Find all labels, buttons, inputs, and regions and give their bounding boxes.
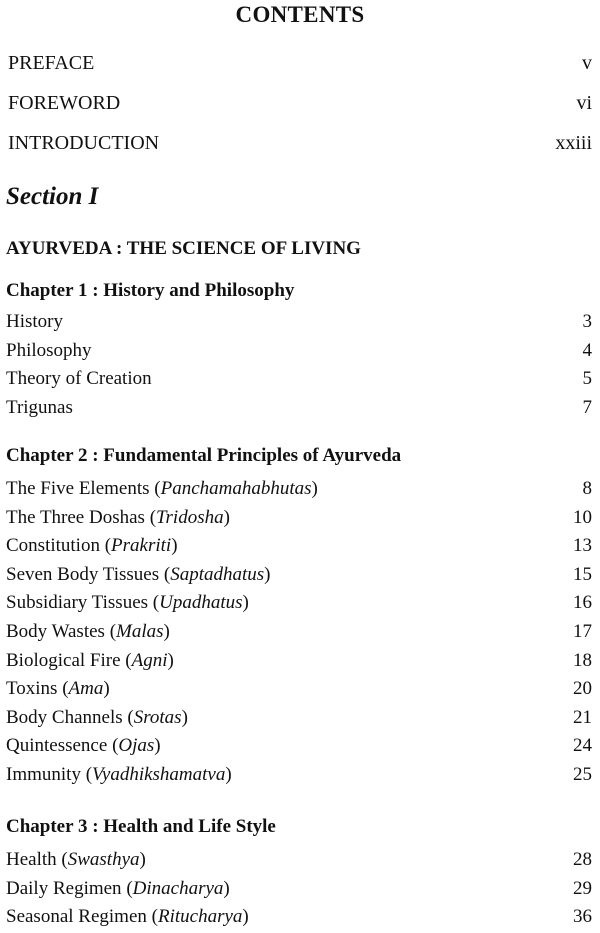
page-number: 16 (573, 592, 592, 614)
sanskrit-term: Tridosha (156, 506, 224, 528)
part-title: AYURVEDA : THE SCIENCE OF LIVING (6, 238, 361, 259)
page-number: 29 (573, 877, 592, 899)
sanskrit-term: Agni (131, 649, 168, 671)
toc-entry[interactable]: Immunity (Vyadhikshamatva) 25 (6, 761, 592, 790)
toc-entry[interactable]: Toxins (Ama) 20 (6, 675, 592, 704)
entry-label: Health (6, 849, 57, 870)
entry-label: Trigunas (6, 396, 73, 418)
sanskrit-term: Dinacharya (132, 877, 224, 899)
page-number: 25 (573, 763, 592, 785)
page-number: 24 (573, 735, 592, 757)
toc-entry[interactable]: Biological Fire (Agni) 18 (6, 647, 592, 676)
entry-label: Body Channels (6, 706, 123, 728)
page-number: xxiii (555, 132, 592, 154)
entry-label: FOREWORD (8, 92, 121, 114)
chapter-1-list (6, 308, 592, 422)
toc-entry[interactable]: Body Wastes (Malas) 17 (6, 618, 592, 647)
entry-label: Body Wastes (6, 620, 105, 642)
entry-label: Subsidiary Tissues (6, 592, 149, 614)
page-number: 4 (582, 339, 592, 361)
chapter-3-list (6, 846, 592, 932)
entry-label: Immunity (6, 763, 81, 785)
page-number: 15 (573, 563, 592, 585)
toc-entry[interactable] (6, 337, 592, 366)
chapter-2-list (6, 475, 592, 790)
chapter-3-heading: Chapter 3 : Health and Life Style (6, 816, 276, 837)
entry-label: INTRODUCTION (8, 132, 160, 154)
sanskrit-term: Ama (68, 678, 104, 700)
toc-entry-foreword[interactable] (8, 92, 592, 115)
page-number: v (582, 52, 592, 74)
page-number: 17 (573, 620, 592, 642)
entry-label: Philosophy (6, 339, 92, 361)
entry-label: Daily Regimen (6, 877, 122, 899)
entry-label: Theory of Creation (6, 368, 152, 390)
entry-label: Biological Fire (6, 649, 121, 671)
chapter-1-heading: Chapter 1 : History and Philosophy (6, 280, 295, 301)
sanskrit-term: Ritucharya (157, 906, 243, 928)
page-number: 5 (582, 368, 592, 390)
sanskrit-term: Vyadhikshamatva (92, 763, 226, 785)
sanskrit-term: Saptadhatus (170, 563, 265, 585)
entry-label: Quintessence (6, 735, 108, 757)
toc-entry-preface[interactable] (8, 52, 592, 75)
toc-entry[interactable]: Health (Swasthya) 28 (6, 846, 592, 875)
sanskrit-term: Prakriti (111, 535, 172, 557)
sanskrit-term: Malas (116, 620, 164, 642)
page-number: 13 (573, 535, 592, 557)
sanskrit-term: Swasthya (67, 849, 140, 870)
page-number: 20 (573, 678, 592, 700)
page-number: 3 (582, 311, 592, 332)
entry-label: Seven Body Tissues (6, 563, 160, 585)
toc-entry[interactable] (6, 365, 592, 394)
page-number: 18 (573, 649, 592, 671)
toc-entry[interactable]: The Five Elements (Panchamahabhutas) 8 (6, 475, 592, 504)
sanskrit-term: Upadhatus (159, 592, 243, 614)
page-title: CONTENTS (235, 2, 365, 27)
toc-entry[interactable]: Seven Body Tissues (Saptadhatus) 15 (6, 561, 592, 590)
page-number: 28 (573, 849, 592, 870)
toc-entry[interactable]: Seasonal Regimen (Ritucharya) 36 (6, 903, 592, 932)
page-number: 36 (573, 906, 592, 928)
entry-label: PREFACE (8, 52, 95, 74)
page-number: 8 (582, 478, 592, 499)
page-number: 21 (573, 706, 592, 728)
toc-entry[interactable]: Daily Regimen (Dinacharya) 29 (6, 875, 592, 904)
toc-entry[interactable]: The Three Doshas (Tridosha) 10 (6, 504, 592, 533)
toc-entry[interactable]: Body Channels (Srotas) 21 (6, 704, 592, 733)
sanskrit-term: Ojas (118, 735, 155, 757)
entry-label: The Five Elements (6, 478, 150, 499)
entry-label: History (6, 311, 63, 332)
toc-entry[interactable] (6, 394, 592, 423)
sanskrit-term: Panchamahabhutas (160, 478, 312, 499)
toc-entry[interactable]: Quintessence (Ojas) 24 (6, 732, 592, 761)
entry-label: Constitution (6, 535, 100, 557)
toc-entry-introduction[interactable] (8, 132, 592, 155)
entry-label: Toxins (6, 678, 58, 700)
sanskrit-term: Srotas (133, 706, 182, 728)
page-number: vi (576, 92, 592, 114)
entry-label: The Three Doshas (6, 506, 145, 528)
page-number: 10 (573, 506, 592, 528)
section-heading: Section I (6, 183, 99, 210)
toc-entry[interactable]: Subsidiary Tissues (Upadhatus) 16 (6, 589, 592, 618)
toc-entry[interactable]: Constitution (Prakriti) 13 (6, 532, 592, 561)
toc-entry[interactable] (6, 308, 592, 337)
entry-label: Seasonal Regimen (6, 906, 147, 928)
chapter-2-heading: Chapter 2 : Fundamental Principles of Ayurveda (6, 445, 402, 466)
page-number: 7 (582, 396, 592, 418)
